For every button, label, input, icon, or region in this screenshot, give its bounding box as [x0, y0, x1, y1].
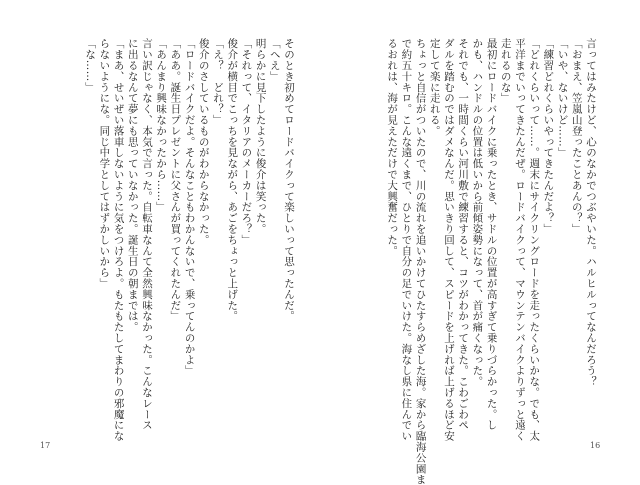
text-line: そのとき初めてロードバイクって楽しいって思ったんだ。: [283, 38, 295, 322]
text-line: 「練習どれくらいやってきたんだよ？」: [542, 38, 555, 235]
text-line: 「へえ」: [268, 38, 281, 82]
text-line: ちょっと自信がついたので、川の流れを追いかけてひたすらめざした海。家から臨海公園ま: [414, 38, 427, 485]
text-line: 言い訳じゃなく、本気で言った。自転車なんて全然興味なかった。こんなレース: [140, 38, 153, 431]
text-line: 「ロードバイクだよ。そんなこともわかんないで、乗ってんのかよ」: [183, 38, 196, 376]
text-line: かも、ハンドルの位置は低いから前傾姿勢になって、首が痛くなった。: [471, 38, 484, 387]
text-line: 最初にロードバイクに乗ったとき、サドルの位置が高すぎて乗りづらかった。し: [485, 38, 498, 431]
text-line: 言ってはみたけど、心のなかでつぶやいた。ハルヒルってなんだろう？: [585, 38, 597, 387]
text-line: 「おまえ、笠嵐山登ったことあんの？」: [570, 38, 583, 235]
text-line: で約五十キロ。こんな遠くまで、ひとりで自分の足でいけた。海なし県に住んでい: [400, 38, 413, 442]
text-line: 定して楽に走れる。: [428, 38, 441, 137]
text-line: それでも、一時間くらい河川敷で練習すると、コツがわかってきた。こわごわペ: [457, 38, 470, 431]
text-line: 「な……」: [84, 38, 97, 93]
text-line: るおれは、海が見えただけで大興奮だった。: [386, 38, 399, 256]
text-line: 明らかに見下したように俊介は笑った。: [254, 38, 267, 235]
text-line: ダルを踏むのではダメなんだ。思いきり回して、スピードを上げれば上げるほど安: [442, 38, 455, 442]
text-line: 平洋までいってきたんだぜ。ロードバイクって、マウンテンバイクよりずっと遠く: [513, 38, 526, 442]
text-line: 「どれくらいって……。週末にサイクリングロードを走ったくらいかな。でも、太: [528, 38, 541, 442]
text-line: らないようにな。同じ中学としてはずかしいから」: [98, 38, 111, 289]
left-page-text: [44, 38, 296, 442]
text-line: 「あんまり興味なかったから……」: [155, 38, 168, 213]
text-line: 「え？ どれ？」: [211, 38, 224, 126]
text-line: 「まあ、せいぜい落車しないように気をつけろよ。もたもたしてまわりの邪魔にな: [112, 38, 125, 442]
text-line: 俊介のさしているものがわからなかった。: [197, 38, 210, 246]
text-line: 俊介が横目でこっちを見ながら、あごをちょっと上げた。: [226, 38, 239, 322]
text-line: 「それって、イタリアのメーカーだろ？」: [240, 38, 253, 246]
text-line: に出るなんて夢にも思っていなかった。誕生日の朝までは。: [126, 38, 139, 333]
page-number-right: 16: [590, 441, 601, 450]
text-line: 「ああ。誕生日プレゼントに父さんが買ってくれたんだ」: [169, 38, 182, 322]
text-line: 「いや、ないけど……」: [556, 38, 569, 158]
text-line: 走れるのな」: [499, 38, 512, 104]
page-number-left: 17: [40, 441, 51, 450]
